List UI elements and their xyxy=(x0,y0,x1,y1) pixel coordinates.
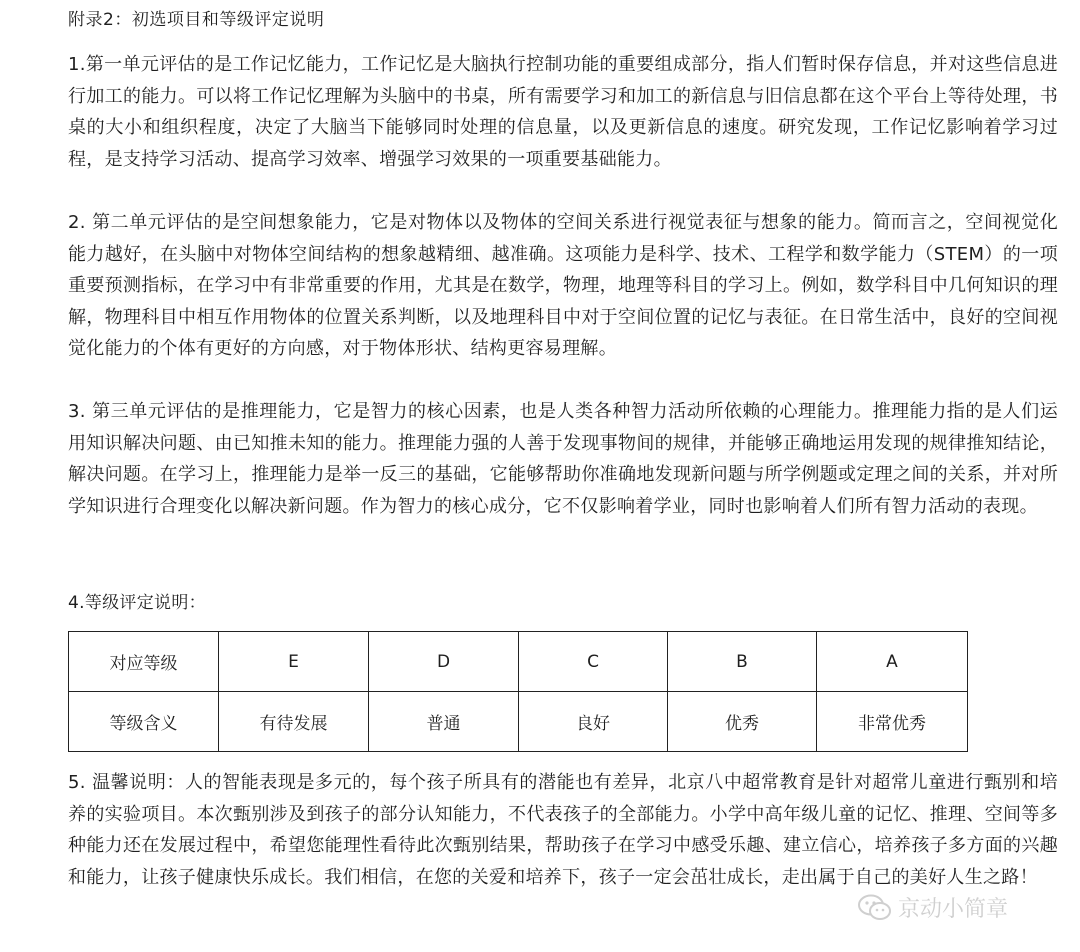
table-cell: B xyxy=(668,632,817,692)
watermark-text: 京动小简章 xyxy=(898,897,1009,922)
paragraph-working-memory: 1.第一单元评估的是工作记忆能力，工作记忆是大脑执行控制功能的重要组成部分，指人们暂时保存信息，并对这些信息进行加工的能力。可以将工作记忆理解为头脑中的书桌，所有需要学习和加工的新信息与旧信息都在这个平台上等待处理，书桌的大小和组织程度，决定了大脑当下能够同时处理的信息量，以及更新信息的速度。研究发现，工作记忆影响着学习过程，是支持学习活动、提高学习效率、增强学习效果的一项重要基础能力。 xyxy=(68,54,1058,170)
paragraph-spatial-imagination: 2. 第二单元评估的是空间想象能力，它是对物体以及物体的空间关系进行视觉表征与想象的能力。简而言之，空间视觉化能力越好，在头脑中对物体空间结构的想象越精细、越准确。这项能力是科学、技术、工程学和数学能力（STEM）的一项重要预测指标，在学习中有非常重要的作用，尤其是在数学，物理，地理等科目的学习上。例如，数学科目中几何知识的理解，物理科目中相互作用物体的位置关系判断，以及地理科目中对于空间位置的记忆与表征。在日常生活中，良好的空间视觉化能力的个体有更好的方向感，对于物体形状、结构更容易理解。 xyxy=(68,212,1058,359)
table-cell: 普通 xyxy=(369,692,519,752)
table-cell: D xyxy=(369,632,519,692)
table-cell: 对应等级 xyxy=(69,632,219,692)
table-cell: E xyxy=(219,632,369,692)
table-cell: 良好 xyxy=(519,692,668,752)
table-row xyxy=(69,692,968,752)
appendix-heading: 附录2：初选项目和等级评定说明 xyxy=(68,10,325,30)
table-cell: 有待发展 xyxy=(219,692,369,752)
table-cell: 非常优秀 xyxy=(817,692,968,752)
table-cell: C xyxy=(519,632,668,692)
grade-table xyxy=(68,631,968,752)
table-cell: A xyxy=(817,632,968,692)
paragraph-reasoning: 3. 第三单元评估的是推理能力，它是智力的核心因素，也是人类各种智力活动所依赖的心理能力。推理能力指的是人们运用知识解决问题、由已知推未知的能力。推理能力强的人善于发现事物间的规律，并能够正确地运用发现的规律推知结论，解决问题。在学习上，推理能力是举一反三的基础，它能够帮助你准确地发现新问题与所学例题或定理之间的关系，并对所学知识进行合理变化以解决新问题。作为智力的核心成分，它不仅影响着学业，同时也影响着人们所有智力活动的表现。 xyxy=(68,401,1058,517)
paragraph-warm-note: 5. 温馨说明：人的智能表现是多元的，每个孩子所具有的潜能也有差异，北京八中超常教育是针对超常儿童进行甄别和培养的实验项目。本次甄别涉及到孩子的部分认知能力，不代表孩子的全部能力。小学中高年级儿童的记忆、推理、空间等多种能力还在发展过程中，希望您能理性看待此次甄别结果，帮助孩子在学习中感受乐趣、建立信心，培养孩子多方面的兴趣和能力，让孩子健康快乐成长。我们相信，在您的关爱和培养下，孩子一定会茁壮成长，走出属于自己的美好人生之路！ xyxy=(68,772,1058,888)
table-row xyxy=(69,632,968,692)
table-cell: 等级含义 xyxy=(69,692,219,752)
table-cell: 优秀 xyxy=(668,692,817,752)
grade-table-label: 4.等级评定说明： xyxy=(68,593,206,613)
